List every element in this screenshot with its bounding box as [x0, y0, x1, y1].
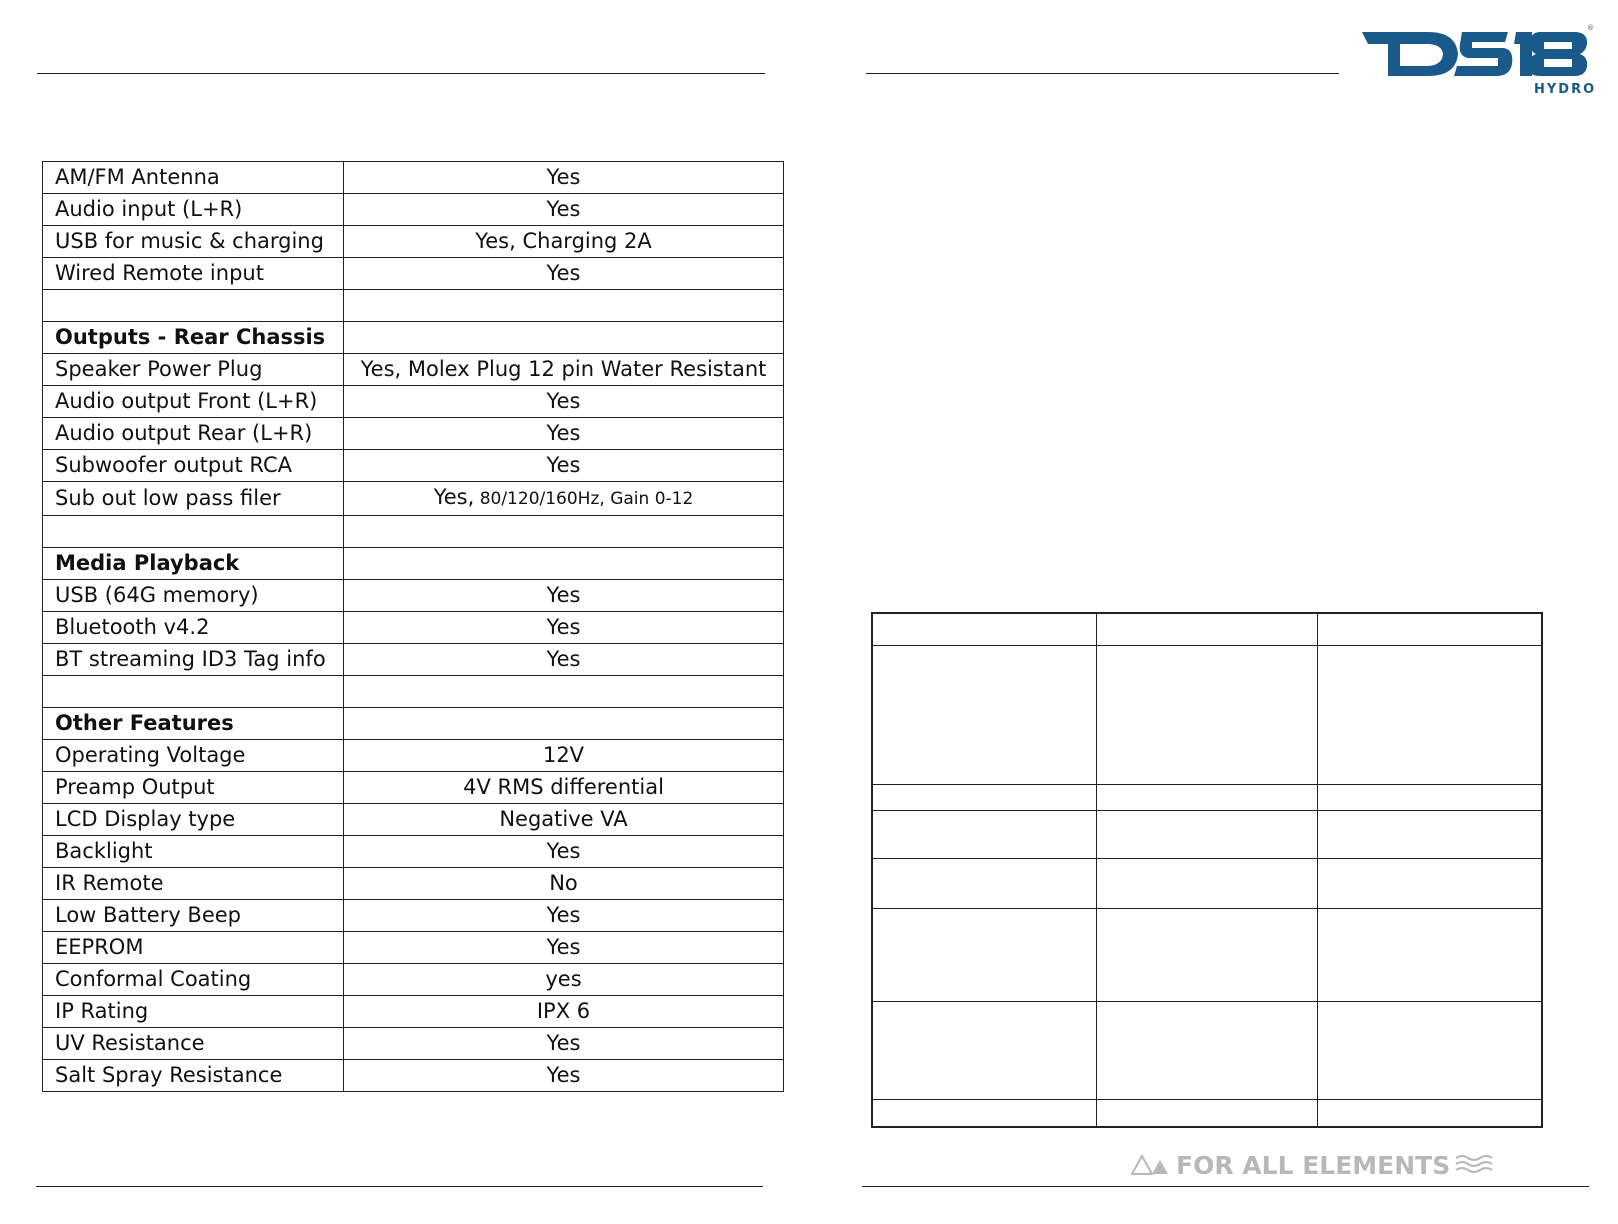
spec-value: [344, 354, 784, 386]
spec-value: [344, 162, 784, 194]
spec-value-text: Yes: [546, 1063, 581, 1087]
spec-label: Subwoofer output RCA: [43, 450, 344, 482]
spec-value: [344, 450, 784, 482]
spec-table: [42, 161, 784, 1092]
section-header-row: [43, 548, 784, 580]
spec-label: Conformal Coating: [43, 964, 344, 996]
blank-row: [43, 290, 784, 322]
spec-value: [344, 804, 784, 836]
spec-label: USB for music & charging: [43, 226, 344, 258]
spec-row: [43, 386, 784, 418]
spec-value: [344, 772, 784, 804]
spec-label: [43, 290, 344, 322]
spec-row: [43, 482, 784, 516]
spec-value: [344, 676, 784, 708]
spec-label: Low Battery Beep: [43, 900, 344, 932]
spec-label: Backlight: [43, 836, 344, 868]
section-title: Media Playback: [43, 548, 344, 580]
section-title: Other Features: [43, 708, 344, 740]
grid-row: [872, 1099, 1542, 1127]
spec-value-detail: 80/120/160Hz, Gain 0-12: [474, 489, 694, 509]
spec-value: [344, 386, 784, 418]
spec-label: EEPROM: [43, 932, 344, 964]
spec-label: Speaker Power Plug: [43, 354, 344, 386]
spec-row: [43, 580, 784, 612]
grid-row: [872, 810, 1542, 858]
spec-row: [43, 804, 784, 836]
spec-row: [43, 740, 784, 772]
spec-value: [344, 258, 784, 290]
grid-row: [872, 784, 1542, 810]
spec-label: IP Rating: [43, 996, 344, 1028]
spec-value-text: Yes, Molex Plug 12 pin Water Resistant: [360, 357, 767, 381]
spec-value-text: Yes: [546, 421, 581, 445]
spec-value: [344, 290, 784, 322]
tagline-text: FOR ALL ELEMENTS: [1176, 1150, 1451, 1180]
spec-label: UV Resistance: [43, 1028, 344, 1060]
spec-value-text: Yes: [546, 839, 581, 863]
header-rule-left: [37, 73, 765, 74]
spec-value-text: Yes: [546, 903, 581, 927]
spec-label: Wired Remote input: [43, 258, 344, 290]
spec-value: [344, 964, 784, 996]
footer-rule-right: [862, 1186, 1589, 1187]
spec-label: Audio output Front (L+R): [43, 386, 344, 418]
spec-row: [43, 194, 784, 226]
section-header-row: [43, 322, 784, 354]
spec-row: [43, 612, 784, 644]
spec-value: [344, 900, 784, 932]
grid-row: [872, 908, 1542, 1001]
tagline: [1130, 1147, 1492, 1183]
spec-value: [344, 996, 784, 1028]
spec-label: Salt Spray Resistance: [43, 1060, 344, 1092]
spec-label: Bluetooth v4.2: [43, 612, 344, 644]
spec-label: AM/FM Antenna: [43, 162, 344, 194]
spec-value: [344, 482, 784, 516]
spec-value: [344, 644, 784, 676]
section-title: Outputs - Rear Chassis: [43, 322, 344, 354]
blank-row: [43, 676, 784, 708]
spec-row: [43, 418, 784, 450]
spec-label: Audio output Rear (L+R): [43, 418, 344, 450]
spec-row: [43, 644, 784, 676]
spec-value-text: Yes: [546, 165, 581, 189]
spec-label: Audio input (L+R): [43, 194, 344, 226]
spec-value-text: Yes,: [433, 485, 475, 509]
spec-row: [43, 772, 784, 804]
spec-row: [43, 1028, 784, 1060]
spec-value: [344, 868, 784, 900]
spec-value: [344, 418, 784, 450]
grid-row: [872, 645, 1542, 784]
spec-label: [43, 676, 344, 708]
spec-value: [344, 708, 784, 740]
spec-value-text: IPX 6: [536, 999, 591, 1023]
spec-row: [43, 1060, 784, 1092]
spec-row: [43, 226, 784, 258]
spec-value: [344, 740, 784, 772]
footer-rule-left: [36, 1186, 763, 1187]
spec-label: [43, 516, 344, 548]
grid-row: [872, 1001, 1542, 1099]
triangle-icon: [1130, 1154, 1172, 1176]
spec-value-text: 4V RMS differential: [463, 775, 664, 799]
spec-label: USB (64G memory): [43, 580, 344, 612]
spec-label: IR Remote: [43, 868, 344, 900]
spec-label: Operating Voltage: [43, 740, 344, 772]
spec-row: [43, 964, 784, 996]
spec-value: [344, 580, 784, 612]
spec-value: [344, 836, 784, 868]
spec-value-text: Negative VA: [499, 807, 628, 831]
grid-row: [872, 858, 1542, 908]
spec-value: [344, 516, 784, 548]
spec-value: [344, 612, 784, 644]
spec-row: [43, 900, 784, 932]
spec-value-text: Yes, Charging 2A: [475, 229, 652, 253]
spec-label: Preamp Output: [43, 772, 344, 804]
spec-value: [344, 1028, 784, 1060]
blank-row: [43, 516, 784, 548]
spec-row: [43, 932, 784, 964]
grid-row: [872, 613, 1542, 645]
spec-value: [344, 226, 784, 258]
section-header-row: [43, 708, 784, 740]
spec-label: LCD Display type: [43, 804, 344, 836]
spec-row: [43, 354, 784, 386]
spec-row: [43, 868, 784, 900]
header-rule-right: [866, 73, 1339, 74]
spec-value-text: Yes: [546, 453, 581, 477]
spec-row: [43, 996, 784, 1028]
spec-value-text: Yes: [546, 197, 581, 221]
spec-row: [43, 162, 784, 194]
ds18-hydro-logo: [1358, 20, 1597, 100]
spec-row: [43, 836, 784, 868]
spec-value-text: yes: [545, 967, 582, 991]
svg-text:HYDRO: HYDRO: [1534, 82, 1597, 97]
spec-value: [344, 1060, 784, 1092]
spec-value-text: Yes: [546, 1031, 581, 1055]
waves-icon: [1454, 1151, 1492, 1180]
spec-value-text: Yes: [546, 647, 581, 671]
spec-value: [344, 194, 784, 226]
spec-value-text: 12V: [542, 743, 585, 767]
spec-row: [43, 450, 784, 482]
spec-value-text: Yes: [546, 615, 581, 639]
spec-row: [43, 258, 784, 290]
spec-value-text: No: [549, 871, 578, 895]
spec-label: Sub out low pass filer: [43, 482, 344, 516]
empty-grid-table: [871, 612, 1543, 1128]
registered-icon: ®: [1587, 24, 1594, 32]
spec-value-text: Yes: [546, 389, 581, 413]
spec-value-text: Yes: [546, 583, 581, 607]
spec-value: [344, 548, 784, 580]
spec-label: BT streaming ID3 Tag info: [43, 644, 344, 676]
spec-value: [344, 322, 784, 354]
spec-value: [344, 932, 784, 964]
spec-value-text: Yes: [546, 261, 581, 285]
spec-value-text: Yes: [546, 935, 581, 959]
